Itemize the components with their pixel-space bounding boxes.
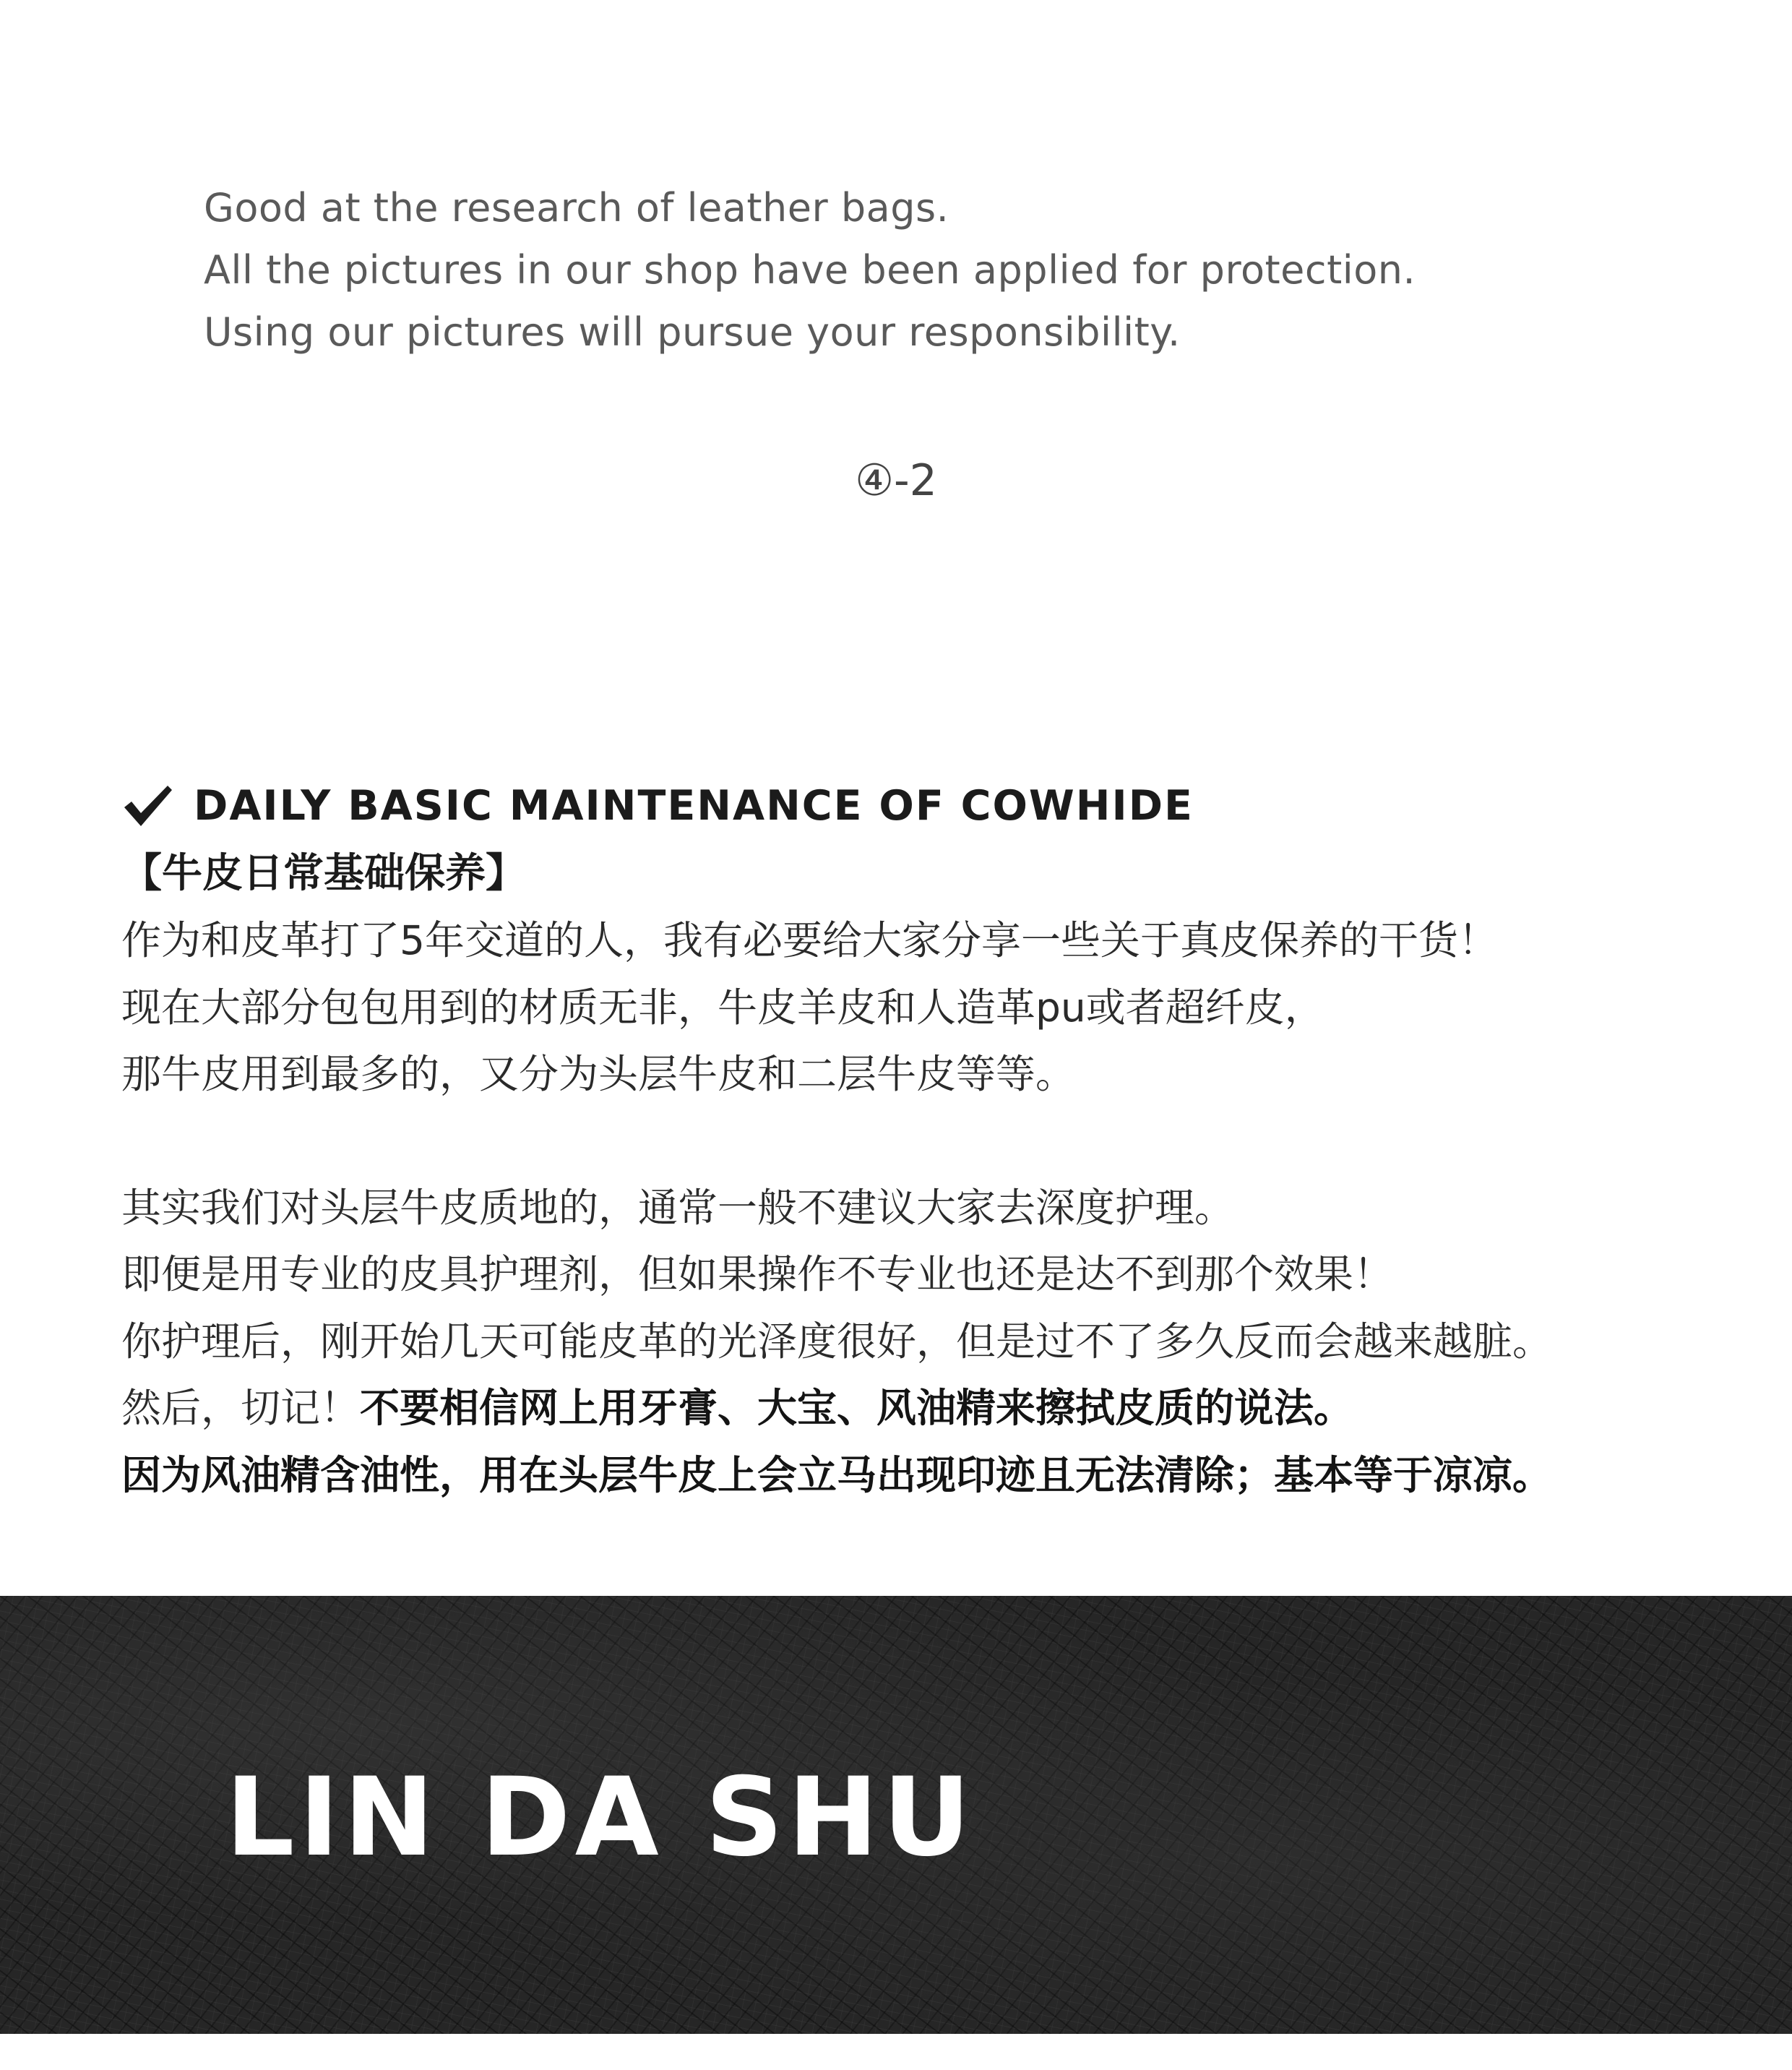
paragraph-line: 作为和皮革打了5年交道的人，我有必要给大家分享一些关于真皮保养的干货！: [121, 917, 1498, 963]
maintenance-section: [121, 777, 1754, 1508]
heading-chinese: 【牛皮日常基础保养】: [121, 850, 526, 897]
paragraph-line: 现在大部分包包用到的材质无非，牛皮羊皮和人造革pu或者超纤皮，: [121, 984, 1324, 1031]
section-heading: [121, 777, 1754, 835]
heading-english: DAILY BASIC MAINTENANCE OF COWHIDE: [194, 782, 1194, 830]
paragraph-line: 即便是用专业的皮具护理剂，但如果操作不专业也还是达不到那个效果！: [121, 1251, 1394, 1297]
warning-emphasis: 不要相信网上用牙膏、大宝、风油精来擦拭皮质的说法。: [360, 1385, 1354, 1431]
checkmark-icon: [121, 783, 173, 829]
intro-line: Using our pictures will pursue your responsibility.: [204, 309, 1181, 355]
paragraph-spacer: [121, 1108, 1754, 1174]
paragraph-line: 你护理后，刚开始几天可能皮革的光泽度很好，但是过不了多久反而会越来越脏。: [121, 1318, 1553, 1365]
brand-name: LIN DA SHU: [225, 1755, 975, 1881]
page-number: ④-2: [855, 455, 937, 506]
intro-line: Good at the research of leather bags.: [204, 185, 949, 231]
warning-lead: 然后，切记！: [121, 1385, 361, 1431]
leather-banner: [0, 1596, 1792, 2034]
warning-line: [121, 1375, 1754, 1442]
intro-text-block: [204, 177, 1649, 364]
intro-line: All the pictures in our shop have been applied for protection.: [204, 247, 1416, 293]
warning-reason-line: 因为风油精含油性，用在头层牛皮上会立马出现印迹且无法清除；基本等于凉凉。: [121, 1451, 1553, 1498]
paragraph-line: 其实我们对头层牛皮质地的，通常一般不建议大家去深度护理。: [121, 1184, 1235, 1231]
paragraph-line: 那牛皮用到最多的，又分为头层牛皮和二层牛皮等等。: [121, 1051, 1076, 1097]
